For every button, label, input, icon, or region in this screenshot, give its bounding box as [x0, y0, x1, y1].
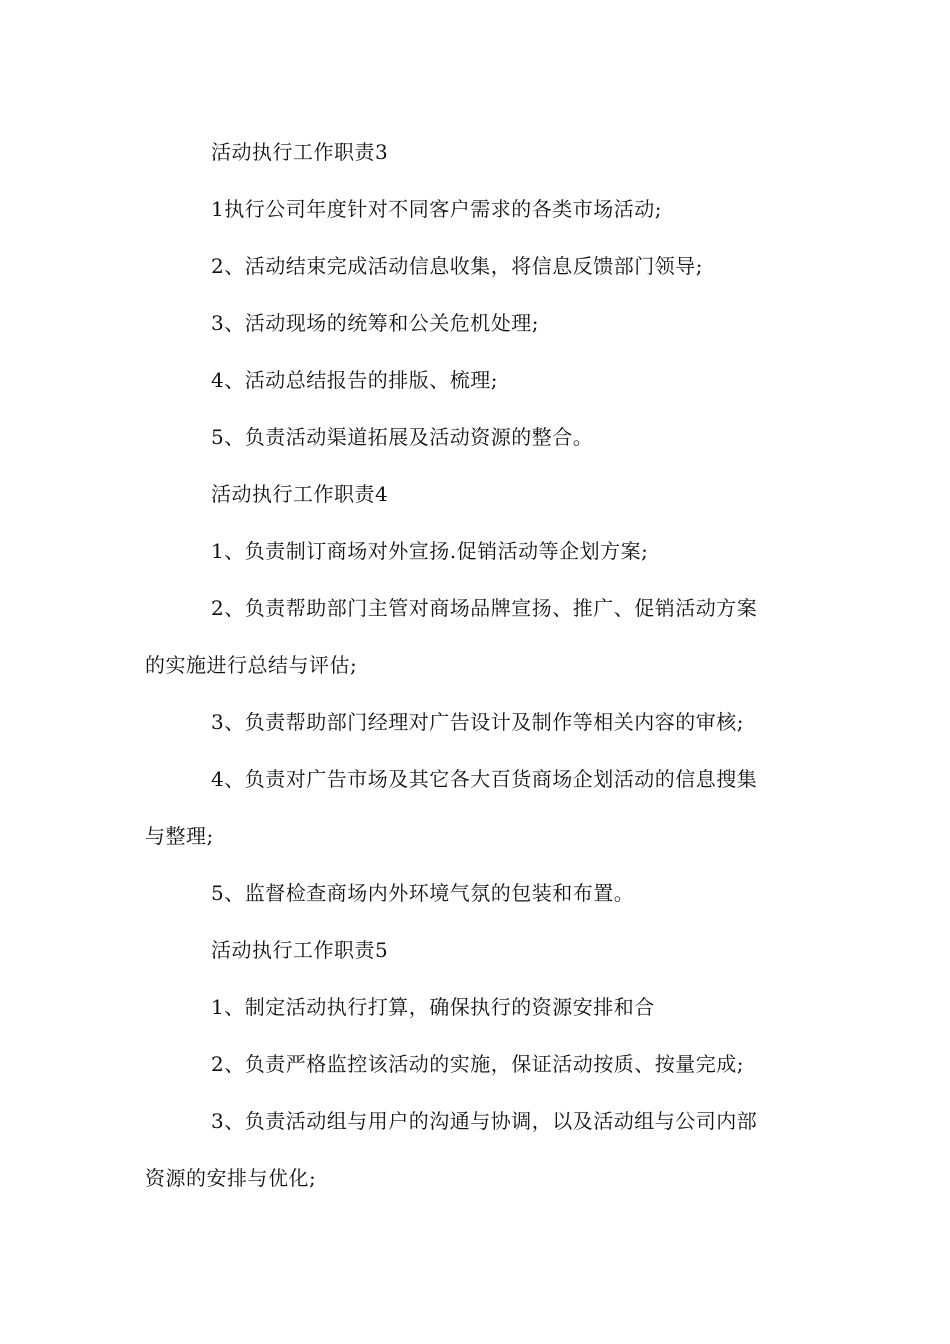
paragraph-line: 2、负责帮助部门主管对商场品牌宣扬、推广、促销活动方案	[211, 596, 758, 620]
paragraph-line: 1执行公司年度针对不同客户需求的各类市场活动;	[211, 197, 662, 221]
paragraph-line: 3、负责活动组与用户的沟通与协调，以及活动组与公司内部	[211, 1109, 758, 1133]
paragraph-line: 2、活动结束完成活动信息收集，将信息反馈部门领导;	[211, 254, 703, 278]
paragraph-continuation: 的实施进行总结与评估;	[145, 653, 358, 677]
paragraph-line: 1、制定活动执行打算，确保执行的资源安排和合	[211, 995, 655, 1019]
section-heading-4: 活动执行工作职责4	[211, 482, 389, 506]
paragraph-line: 4、负责对广告市场及其它各大百货商场企划活动的信息搜集	[211, 767, 758, 791]
paragraph-line: 3、负责帮助部门经理对广告设计及制作等相关内容的审核;	[211, 710, 744, 734]
paragraph-continuation: 与整理;	[145, 824, 214, 848]
paragraph-line: 5、监督检查商场内外环境气氛的包装和布置。	[211, 881, 635, 905]
paragraph-line: 5、负责活动渠道拓展及活动资源的整合。	[211, 425, 594, 449]
paragraph-line: 4、活动总结报告的排版、梳理;	[211, 368, 498, 392]
paragraph-continuation: 资源的安排与优化;	[145, 1166, 317, 1190]
section-heading-3: 活动执行工作职责3	[211, 140, 389, 164]
paragraph-line: 2、负责严格监控该活动的实施，保证活动按质、按量完成;	[211, 1052, 744, 1076]
section-heading-5: 活动执行工作职责5	[211, 938, 389, 962]
paragraph-line: 3、活动现场的统筹和公关危机处理;	[211, 311, 539, 335]
paragraph-line: 1、负责制订商场对外宣扬.促销活动等企划方案;	[211, 539, 649, 563]
